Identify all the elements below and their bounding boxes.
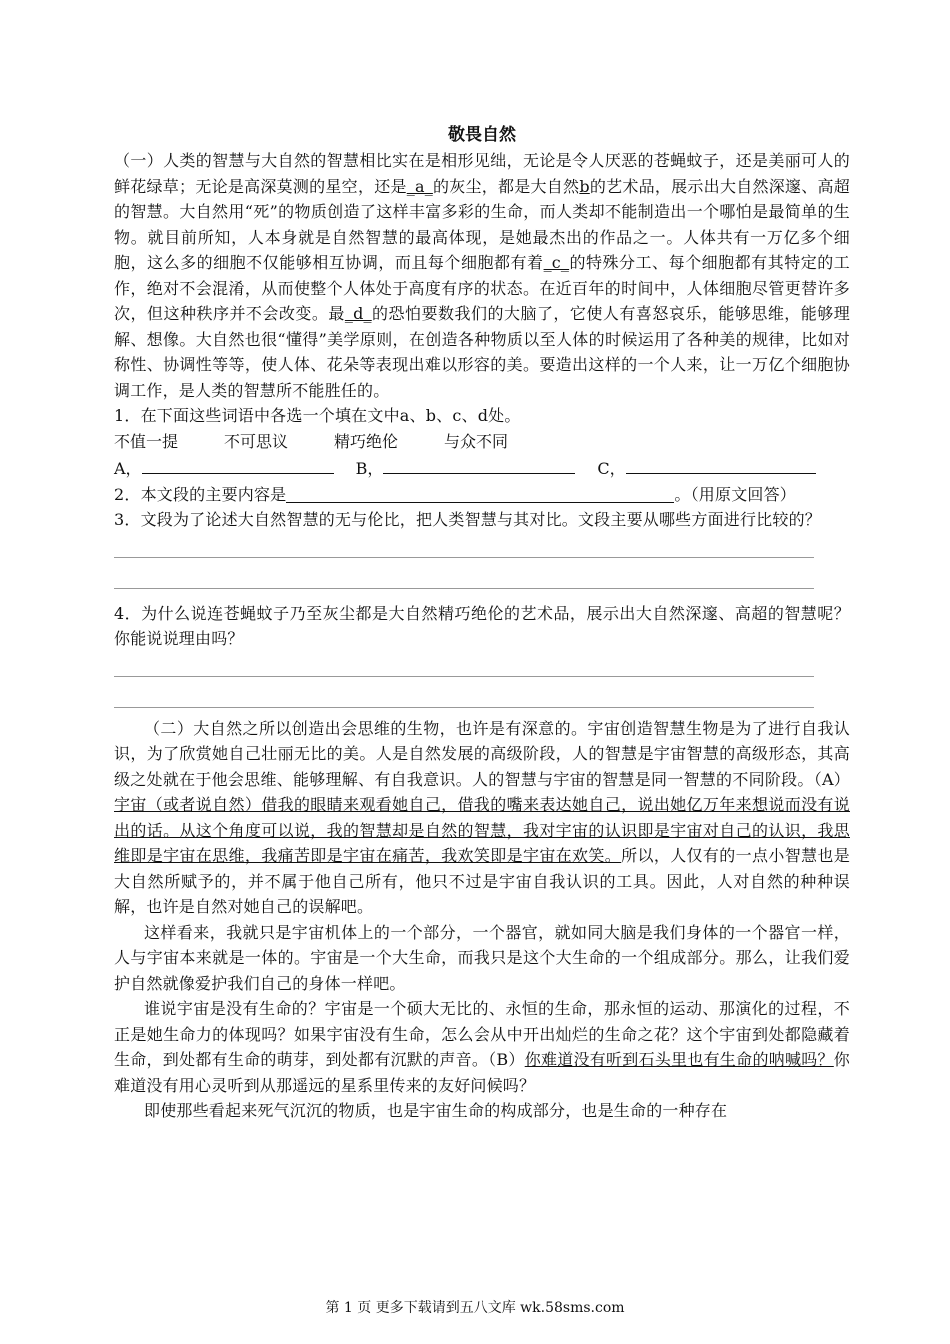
blank-c: _c_: [543, 253, 570, 272]
page-footer: 第 1 页 更多下载请到五八文库 wk.58sms.com: [325, 1300, 625, 1316]
page-title: 敬畏自然: [448, 125, 516, 145]
blank-b: b: [579, 176, 590, 196]
answer-blank-a[interactable]: [142, 455, 334, 474]
option-word: 与众不同: [444, 431, 509, 451]
blank-a: _a_: [406, 176, 433, 196]
underlined-sentence-a: 宇宙（或者说自然）借我的眼睛来观看她自己，借我的嘴来表达她自己，说出她亿万年来想说而没有说出的话。从这个角度可以说，我的智慧却是自然的智慧，我对宇宙的认识即是宇宙对自己的认识，我思维即是宇宙在思维，我痛苦即是宇宙在痛苦，我欢笑即是宇宙在欢笑。: [114, 795, 850, 865]
answer-blank-b[interactable]: [383, 455, 575, 474]
section2-paragraph-4: 即使那些看起来死气沉沉的物质，也是宇宙生命的构成部分，也是生命的一种存在: [144, 1101, 728, 1120]
blank-d: _d_: [344, 304, 372, 323]
section2-paragraph-3: 谁说宇宙是没有生命的？宇宙是一个硕大无比的、永恒的生命，那永恒的运动、那演化的过程，不正是她生命力的体现吗？如果宇宙没有生命，怎么会从中开出灿烂的生命之花？这个宇宙到处都隐藏着生命，到处都有生命的萌芽，到处都有沉默的声音。（B）你难道没有听到石头里也有生命的呐喊吗？你难道没有用心灵听到从那遥远的星系里传来的友好问候吗？: [114, 999, 850, 1095]
answer-line[interactable]: [114, 689, 814, 708]
section2-paragraph-1: （二）大自然之所以创造出会思维的生物，也许是有深意的。宇宙创造智慧生物是为了进行自我认识，为了欣赏她自己壮丽无比的美。人是自然发展的高级阶段，人的智慧是宇宙智慧的高级形态，其高级之处就在于他会思维、能够理解、有自我意识。人的智慧与宇宙的智慧是同一智慧的不同阶段。（A）宇宙（或者说自然）借我的眼睛来观看她自己，借我的嘴来表达她自己，说出她亿万年来想说而没有说出的话。从这个角度可以说，我的智慧却是自然的智慧，我对宇宙的认识即是宇宙对自己的认识，我思维即是宇宙在思维，我痛苦即是宇宙在痛苦，我欢笑即是宇宙在欢笑。所以，人仅有的一点小智慧也是大自然所赋予的，并不属于他自己所有，他只不过是宇宙自我认识的工具。因此，人对自然的种种误解，也许是自然对她自己的误解吧。: [114, 718, 850, 916]
question-2: 2．本文段的主要内容是 。（用原文回答）: [114, 484, 796, 504]
underlined-sentence-b: 你难道没有听到石头里也有生命的呐喊吗？: [524, 1050, 834, 1069]
section1-paragraph: （一）人类的智慧与大自然的智慧相比实在是相形见绌，无论是令人厌恶的苍蝇蚊子，还是美丽可人的鲜花绿草；无论是高深莫测的星空，还是_a_的灰尘，都是大自然b的艺术品，展示出大自然深邃、高超的智慧。大自然用“死”的物质创造了这样丰富多彩的生命，而人类却不能制造出一个哪怕是最简单的生物。就目前所知，人本身就是自然智慧的最高体现，是她最杰出的作品之一。人体共有一万亿多个细胞，这么多的细胞不仅能够相互协调，而且每个细胞都有着_c_的特殊分工、每个细胞都有其特定的工作，绝对不会混淆，从而使整个人体处于高度有序的状态。在近百年的时间中，人体细胞尽管更替许多次，但这种秩序并不会改变。最_d_的恐怕要数我们的大脑了，它使人有喜怒哀乐，能够思维，能够理解、想像。大自然也很“懂得”美学原则，在创造各种物质以至人体的时候运用了各种美的规律，比如对称性、协调性等等，使人体、花朵等表现出难以形容的美。要造出这样的一个人来，让一万亿个细胞协调工作，是人类的智慧所不能胜任的。: [114, 151, 850, 400]
answer-blanks: [114, 455, 850, 482]
answer-label-c: C，: [597, 458, 626, 478]
section2-paragraph-2: 这样看来，我就只是宇宙机体上的一个部分，一个器官，就如同大脑是我们身体的一个器官一样，人与宇宙本来就是一体的。宇宙是一个大生命，而我只是这个大生命的一个组成部分。那么，让我们爱护自然就像爱护我们自己的身体一样吧。: [114, 922, 850, 993]
question-1: 1．在下面这些词语中各选一个填在文中a、b、c、d处。: [114, 406, 521, 425]
option-word: 不可思议: [224, 431, 289, 451]
answer-line[interactable]: [114, 658, 814, 677]
answer-line[interactable]: [114, 539, 814, 558]
question-3: 3．文段为了论述大自然智慧的无与伦比，把人类智慧与其对比。文段主要从哪些方面进行比较的？: [114, 510, 821, 529]
word-options: [114, 429, 850, 455]
question-4: 4．为什么说连苍蝇蚊子乃至灰尘都是大自然精巧绝伦的艺术品，展示出大自然深邃、高超的智慧呢？你能说说理由吗？: [114, 603, 850, 648]
answer-line[interactable]: [114, 570, 814, 589]
document-page: [114, 124, 850, 1124]
answer-blank-c[interactable]: [626, 455, 816, 474]
option-word: 不值一提: [114, 431, 179, 451]
answer-blank-q2[interactable]: [286, 484, 674, 503]
answer-label-a: A，: [114, 458, 142, 478]
answer-label-b: B，: [355, 458, 384, 478]
option-word: 精巧绝伦: [334, 431, 399, 451]
